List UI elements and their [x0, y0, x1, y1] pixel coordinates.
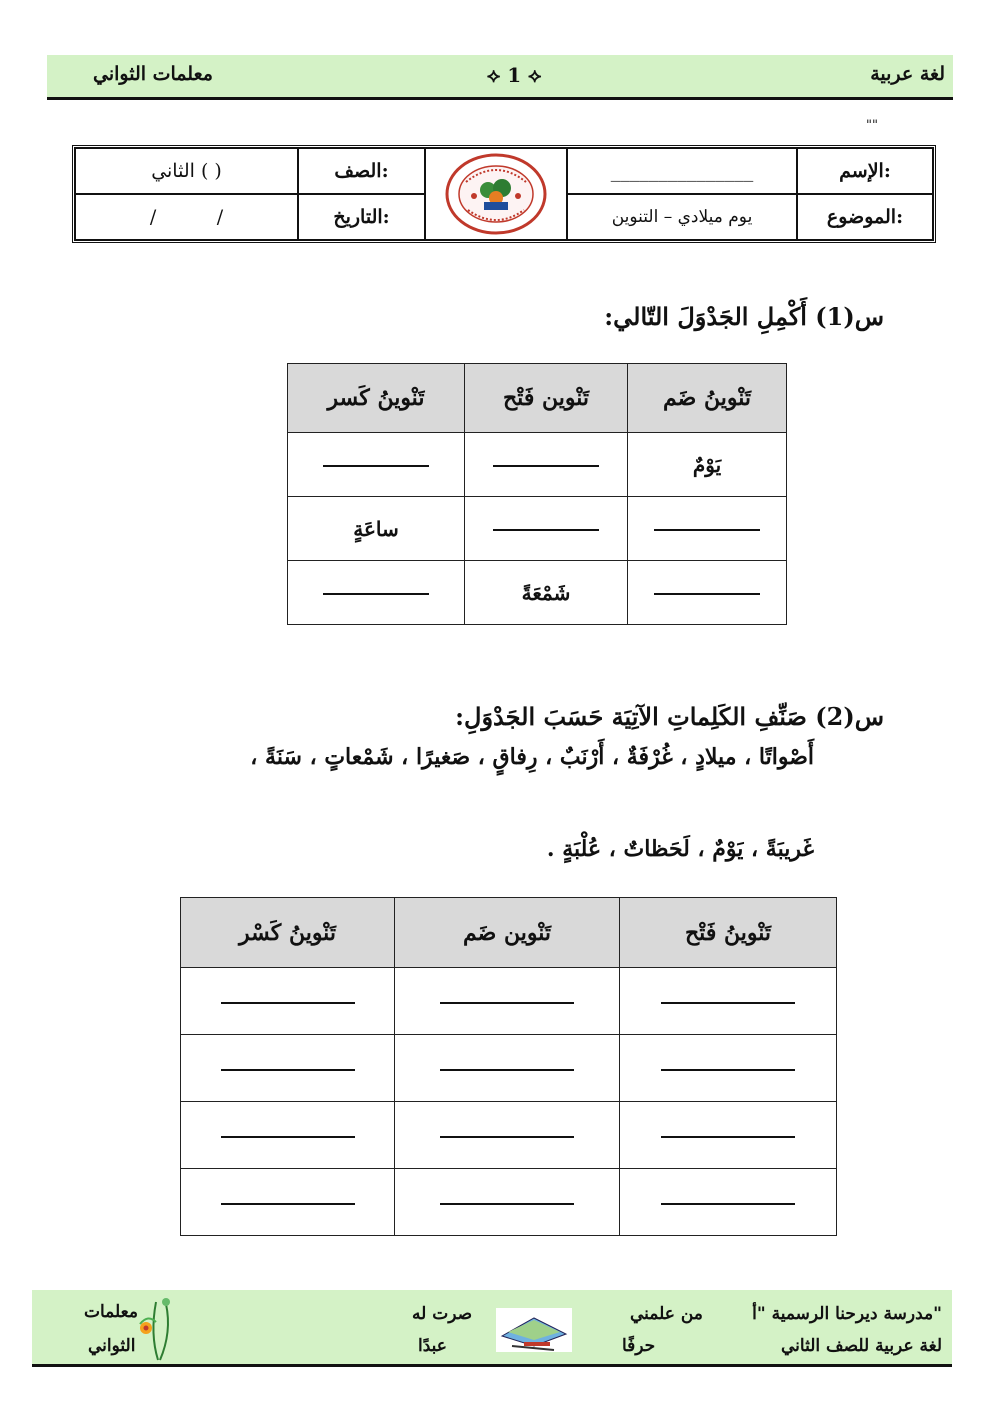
answer-blank[interactable] — [620, 1035, 837, 1102]
subject-label: الموضوع: — [797, 194, 933, 240]
footer-brand-line-1: معلمات — [84, 1302, 138, 1322]
ornament-icon: ⟡ — [521, 63, 542, 87]
answer-blank[interactable] — [620, 968, 837, 1035]
school-subtitle: لغة عربية للصف الثاني — [780, 1336, 942, 1356]
word-list-line-2: غَريبَةً ، يَوْمٌ ، لَحَظاتٌ ، عُلْبَةٍ . — [546, 836, 814, 862]
table-cell: يَوْمٌ — [628, 433, 787, 497]
answer-blank[interactable] — [465, 497, 628, 561]
column-header: تَنْوينُ كَسْر — [181, 898, 395, 968]
page-number: ⟡ 1 ⟡ — [487, 63, 542, 87]
answer-blank[interactable] — [620, 1169, 837, 1236]
answer-blank[interactable] — [181, 968, 395, 1035]
question-1-table — [287, 363, 787, 625]
answer-blank[interactable] — [395, 968, 620, 1035]
quote-part-4: عبدًا — [418, 1336, 447, 1356]
column-header: تَنْوينُ فَتْح — [620, 898, 837, 968]
answer-blank[interactable] — [288, 433, 465, 497]
answer-blank[interactable] — [288, 561, 465, 625]
quote-part-1: من علمني — [630, 1304, 703, 1324]
table-cell: ساعَةٍ — [288, 497, 465, 561]
word-list-line-1: أَصْواتًا ، ميلادٍ ، غُرْفَةٌ ، أَرْنَبٌ ، رِفاقٍ ، صَغيرًا ، شَمْعاتٍ ، سَنَةً ، — [250, 744, 814, 770]
answer-blank[interactable] — [181, 1102, 395, 1169]
quote-part-3: صرت له — [412, 1304, 473, 1324]
header-subject: لغة عربية — [870, 63, 945, 85]
answer-blank[interactable] — [181, 1169, 395, 1236]
quote-part-2: حرفًا — [622, 1336, 656, 1356]
question-2-table — [180, 897, 837, 1236]
stray-mark: "" — [866, 118, 878, 133]
answer-blank[interactable] — [395, 1102, 620, 1169]
class-field[interactable]: الثاني ( ) — [75, 148, 298, 194]
column-header: تَنْوين ضَم — [395, 898, 620, 968]
answer-blank[interactable] — [181, 1035, 395, 1102]
date-label: التاريخ: — [298, 194, 425, 240]
answer-blank[interactable] — [628, 561, 787, 625]
question-1-title: س(1) أَكْمِلِ الجَدْوَلَ التّالي: — [604, 302, 884, 331]
header-band — [47, 55, 953, 100]
name-label: الإسم: — [797, 148, 933, 194]
books-icon — [494, 1306, 574, 1354]
column-header: تَنْوينُ ضَم — [628, 364, 787, 433]
school-seal-icon — [444, 152, 548, 236]
name-field[interactable]: _______________ — [567, 148, 797, 194]
table-cell: شَمْعَةً — [465, 561, 628, 625]
school-name: مدرسة ديرحنا الرسمية "أ" — [752, 1304, 942, 1324]
answer-blank[interactable] — [465, 433, 628, 497]
answer-blank[interactable] — [395, 1035, 620, 1102]
column-header: تَنْوينُ كَسر — [288, 364, 465, 433]
footer-band — [32, 1290, 952, 1367]
footer-brand-line-2: الثواني — [88, 1336, 136, 1356]
question-2-title: س(2) صَنِّفِ الكَلِماتِ الآتِيَة حَسَبَ الجَدْوَلِ: — [455, 702, 884, 731]
school-seal — [425, 148, 567, 240]
header-brand: معلمات الثواني — [93, 63, 213, 85]
column-header: تَنْوين فَتْح — [465, 364, 628, 433]
flower-logo-icon — [130, 1294, 188, 1362]
subject-value: يوم ميلادي – التنوين — [567, 194, 797, 240]
class-label: الصف: — [298, 148, 425, 194]
answer-blank[interactable] — [620, 1102, 837, 1169]
ornament-icon: ⟡ — [487, 63, 508, 87]
answer-blank[interactable] — [395, 1169, 620, 1236]
date-field[interactable]: / / — [75, 194, 298, 240]
student-info-table — [72, 145, 936, 243]
answer-blank[interactable] — [628, 497, 787, 561]
